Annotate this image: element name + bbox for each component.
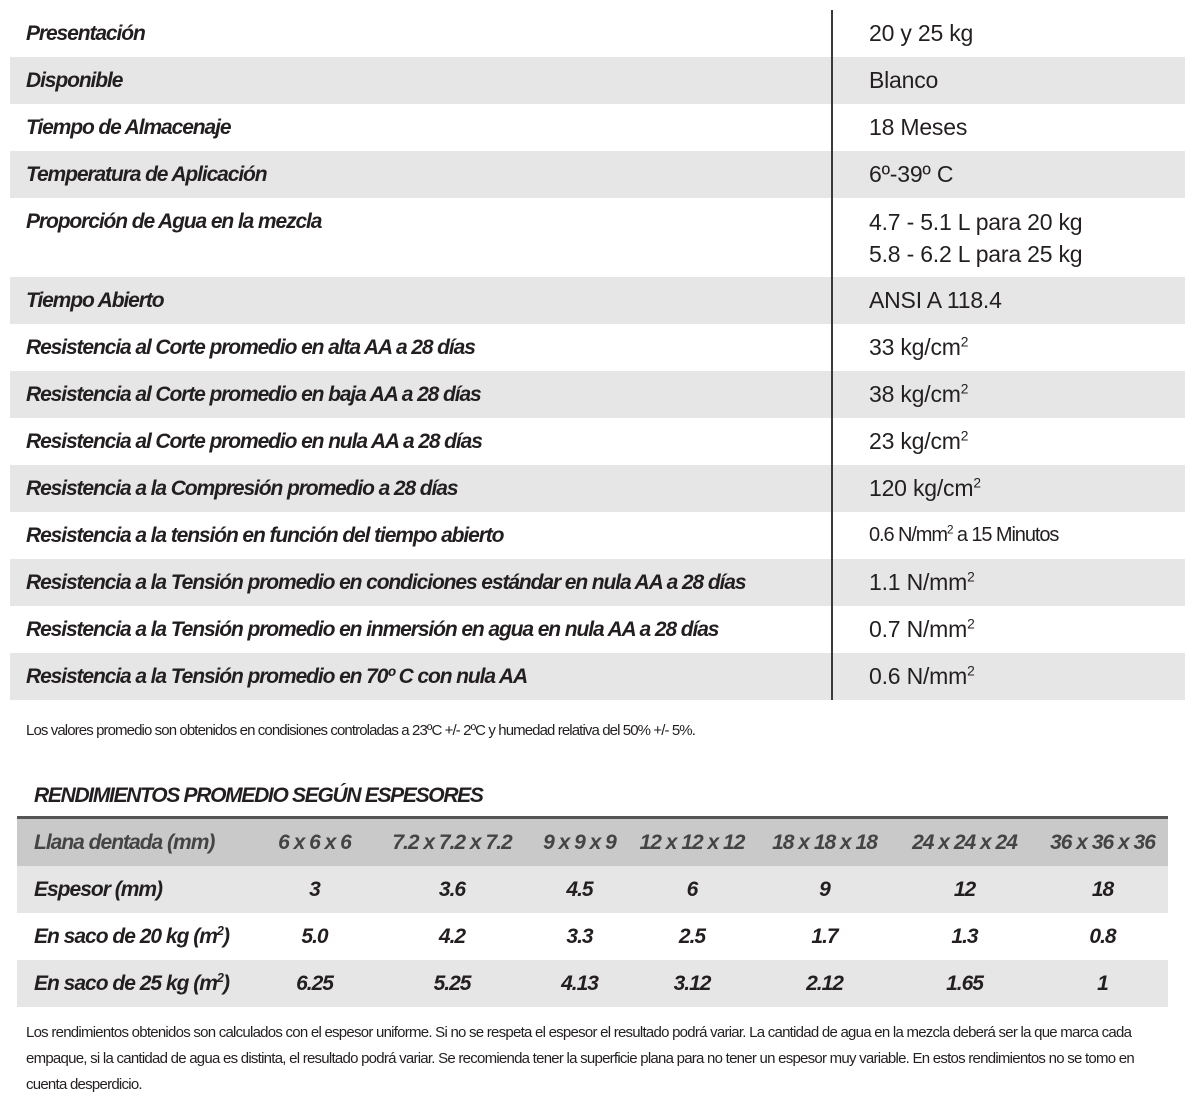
spec-row [10,559,1185,606]
row-label: En saco de 20 kg $(m^2)$ [34,923,229,948]
spec-label: Presentación [26,22,145,45]
table-cell: 1 [1097,971,1108,995]
table-cell: 6 x 6 x 6 [278,830,351,854]
spec-label: Resistencia a la Compresión promedio a 28 días [26,477,458,500]
table-cell: 18 [1091,877,1114,901]
rendimientos-title: RENDIMIENTOS PROMEDIO SEGÚN ESPESORES [34,784,483,807]
spec-value: 0.6 $N/mm^2$ [869,663,975,689]
table-cell: 5.0 [301,924,328,948]
spec-label: Resistencia a la tensión en función del tiempo abierto [26,524,504,547]
spec-row [10,606,1185,653]
spec-table [10,10,1185,700]
table-cell: 18 x 18 x 18 [772,830,877,854]
table-cell: 4.5 [566,877,593,901]
table-cell: 12 [953,877,976,901]
spec-label: Resistencia a la Tensión promedio en 70º C con nula AA [26,665,528,688]
spec-value: 0.6 $N/mm^2$ a 15 Minutos [869,522,1059,546]
spec-value: ANSI A 118.4 [869,287,1002,313]
table-cell: 1.7 [811,924,838,948]
spec-label: Proporción de Agua en la mezcla [26,210,322,233]
table-cell: 6 [686,877,698,901]
spec-row [10,418,1185,465]
spec-value: 120 $kg/cm^2$ [869,475,981,501]
spec-label: Temperatura de Aplicación [26,163,267,186]
table-cell: 2.5 [678,924,706,948]
spec-row [10,512,1185,559]
table-cell: 0.8 [1089,924,1116,948]
spec-value: 20 y 25 kg [869,20,974,46]
table-cell: 1.65 [946,971,983,995]
table-cell: 24 x 24 x 24 [912,830,1017,854]
rendimientos-note: Los rendimientos obtenidos son calculados con el espesor uniforme. Si no se respeta el espesor el resultado podrá variar. La cantidad de agua en la mezcla deberá ser la que marca cada empaque, si la cantidad de agua es distinta, el resultado podrá variar. Se recomienda tener la superficie plana para no tener un espesor muy variable. En estos rendimientos no se tomo en cuenta desperdicio. [26,1024,1134,1093]
table-cell: 9 x 9 x 9 [543,830,616,854]
row-label: Espesor (mm) [34,877,163,901]
spec-label: Resistencia al Corte promedio en alta AA a 28 días [26,336,475,359]
spec-label: Tiempo Abierto [26,289,164,312]
spec-label: Disponible [26,69,123,92]
table-row [17,913,1168,960]
spec-label: Resistencia a la Tensión promedio en condiciones estándar en nula AA a 28 días [26,571,746,594]
spec-row [10,10,1185,57]
spec-value: Blanco [869,67,939,93]
conditions-note: Los valores promedio son obtenidos en condisiones controladas a 23ºC +/- 2ºC y humedad relativa del 50% +/- 5%. [26,722,696,739]
table-cell: 2.12 [806,971,843,995]
spec-value: 6º-39º C [869,161,954,187]
table-header-row [17,819,1168,866]
table-cell: 3 [309,877,320,901]
table-cell: 4.13 [561,971,598,995]
spec-value: 0.7 $N/mm^2$ [869,616,975,642]
spec-value: 4.7 - 5.1 L para 20 kg 5.8 - 6.2 L para 25 kg [869,209,1083,267]
spec-value: 18 Meses [869,114,968,140]
spec-row [10,277,1185,324]
spec-label: Tiempo de Almacenaje [26,116,231,139]
spec-row [10,371,1185,418]
table-row [17,960,1168,1007]
spec-row [10,198,1185,277]
row-label: En saco de 25 kg $(m^2)$ [34,970,229,995]
spec-row [10,465,1185,512]
spec-row [10,151,1185,198]
table-cell: 5.25 [433,971,471,995]
row-label: Llana dentada (mm) [34,830,215,854]
spec-row [10,57,1185,104]
table-cell: 3.12 [673,971,711,995]
spec-row [10,324,1185,371]
spec-label: Resistencia al Corte promedio en baja AA a 28 días [26,383,481,406]
spec-row [10,653,1185,700]
spec-value: 23 $kg/cm^2$ [869,428,969,454]
table-row [17,866,1168,913]
table-cell: 1.3 [951,924,978,948]
table-cell: 36 x 36 x 36 [1050,830,1155,854]
table-cell: 9 [819,877,830,901]
table-cell: 6.25 [296,971,333,995]
table-cell: 3.6 [438,877,466,901]
table-cell: 12 x 12 x 12 [639,830,745,854]
spec-row [10,104,1185,151]
spec-value: 1.1 $N/mm^2$ [869,569,975,595]
table-cell: 3.3 [566,924,593,948]
spec-label: Resistencia a la Tensión promedio en inmersión en agua en nula AA a 28 días [26,618,719,641]
table-cell: 4.2 [438,924,466,948]
spec-label: Resistencia al Corte promedio en nula AA a 28 días [26,430,482,453]
spec-value: 33 $kg/cm^2$ [869,334,969,360]
rendimientos-table [17,816,1168,1007]
spec-value: 38 $kg/cm^2$ [869,381,969,407]
table-cell: 7.2 x 7.2 x 7.2 [392,830,512,854]
